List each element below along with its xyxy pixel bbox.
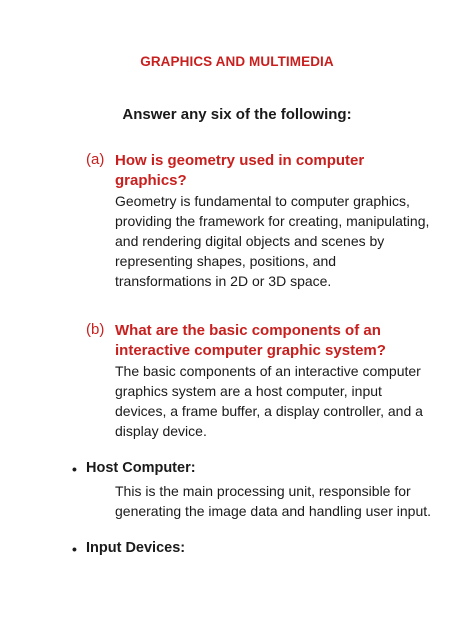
- question-b-marker: (b): [86, 321, 105, 338]
- exam-instruction: Answer any six of the following:: [122, 106, 352, 123]
- question-b-text: What are the basic components of an interactive computer graphic system?: [115, 322, 386, 359]
- answer-a-text: Geometry is fundamental to computer graphics, providing the framework for creating, manipulating, and rendering digital objects and scenes by representing shapes, positions, and transformations in 2D or 3D space.: [115, 193, 430, 289]
- bullet-label-host-computer: Host Computer:: [86, 460, 196, 476]
- document-title: GRAPHICS AND MULTIMEDIA: [140, 54, 334, 69]
- bullet-body-host-computer: This is the main processing unit, responsible for generating the image data and handling user input.: [115, 483, 432, 519]
- bullet-icon: •: [72, 461, 77, 477]
- question-a-marker: (a): [86, 151, 105, 168]
- answer-b-text: The basic components of an interactive computer graphics system are a host computer, input devices, a frame buffer, a display controller, and a display device.: [115, 363, 423, 439]
- bullet-label-input-devices: Input Devices:: [86, 540, 186, 556]
- bullet-icon: •: [72, 541, 77, 557]
- question-a-text: How is geometry used in computer graphics?: [115, 152, 365, 189]
